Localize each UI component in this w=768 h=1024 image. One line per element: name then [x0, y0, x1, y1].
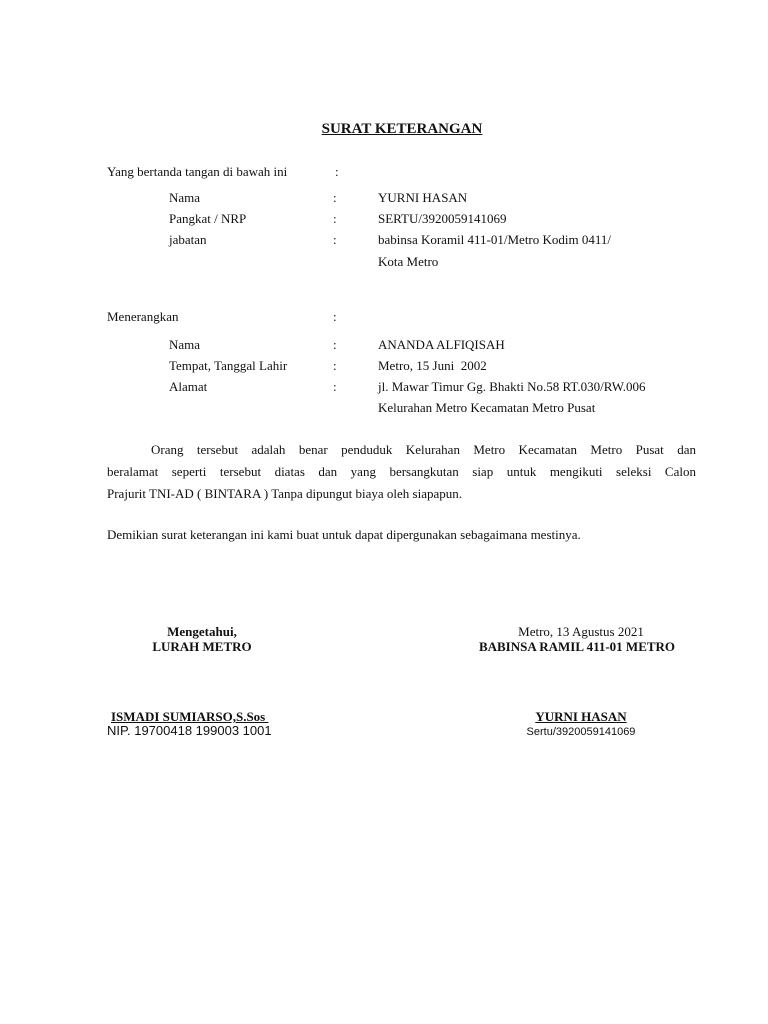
- subject-birth-colon: :: [333, 358, 337, 373]
- babinsa-position: BABINSA RAMIL 411-01 METRO: [478, 639, 676, 654]
- signer-rank-label: Pangkat / NRP: [169, 211, 247, 226]
- body-line-3: Prajurit TNI-AD ( BINTARA ) Tanpa dipungut biaya oleh siapapun.: [107, 486, 463, 501]
- signer-position-label: jabatan: [169, 232, 207, 247]
- lurah-nip: NIP. 19700418 199003 1001: [107, 723, 272, 738]
- subject-birth-value: Metro, 15 Juni 2002: [378, 358, 487, 373]
- signer-position-colon: :: [333, 232, 337, 247]
- lurah-position: LURAH METRO: [152, 639, 252, 654]
- signer-name-colon: :: [333, 190, 337, 205]
- body-line-2: beralamat seperti tersebut diatas dan yang bersangkutan siap untuk mengikuti seleksi Calon: [107, 464, 696, 479]
- signer-name-label: Nama: [169, 190, 201, 205]
- signer-position-value: babinsa Koramil 411-01/Metro Kodim 0411/: [378, 232, 612, 247]
- letter-title: SURAT KETERANGAN: [321, 121, 483, 137]
- subject-address-continued: Kelurahan Metro Kecamatan Metro Pusat: [378, 400, 596, 415]
- declares-colon: :: [333, 309, 337, 324]
- acknowledged-label: Mengetahui,: [167, 624, 237, 639]
- lurah-name: ISMADI SUMIARSO,S.Sos: [111, 709, 269, 724]
- babinsa-nrp: Sertu/3920059141069: [526, 726, 636, 738]
- declares-label: Menerangkan: [107, 309, 179, 324]
- subject-name-value: ANANDA ALFIQISAH: [378, 337, 505, 352]
- subject-birth-label: Tempat, Tanggal Lahir: [169, 358, 288, 373]
- subject-name-label: Nama: [169, 337, 201, 352]
- place-date: Metro, 13 Agustus 2021: [518, 624, 644, 639]
- subject-name-colon: :: [333, 337, 337, 352]
- signer-rank-colon: :: [333, 211, 337, 226]
- intro-colon: :: [335, 164, 339, 179]
- signer-position-continued: Kota Metro: [378, 254, 439, 269]
- babinsa-name: YURNI HASAN: [535, 709, 627, 724]
- body-line-1: Orang tersebut adalah benar penduduk Kelurahan Metro Kecamatan Metro Pusat dan: [151, 442, 696, 457]
- subject-address-colon: :: [333, 379, 337, 394]
- body-paragraph: [107, 439, 696, 505]
- closing-statement: Demikian surat keterangan ini kami buat untuk dapat dipergunakan sebagaimana mestinya.: [107, 527, 581, 542]
- signer-rank-value: SERTU/3920059141069: [378, 211, 507, 226]
- subject-address-label: Alamat: [169, 379, 208, 394]
- intro-label: Yang bertanda tangan di bawah ini: [107, 164, 288, 179]
- signer-name-value: YURNI HASAN: [378, 190, 468, 205]
- subject-address-value: jl. Mawar Timur Gg. Bhakti No.58 RT.030/RW.006: [378, 379, 646, 394]
